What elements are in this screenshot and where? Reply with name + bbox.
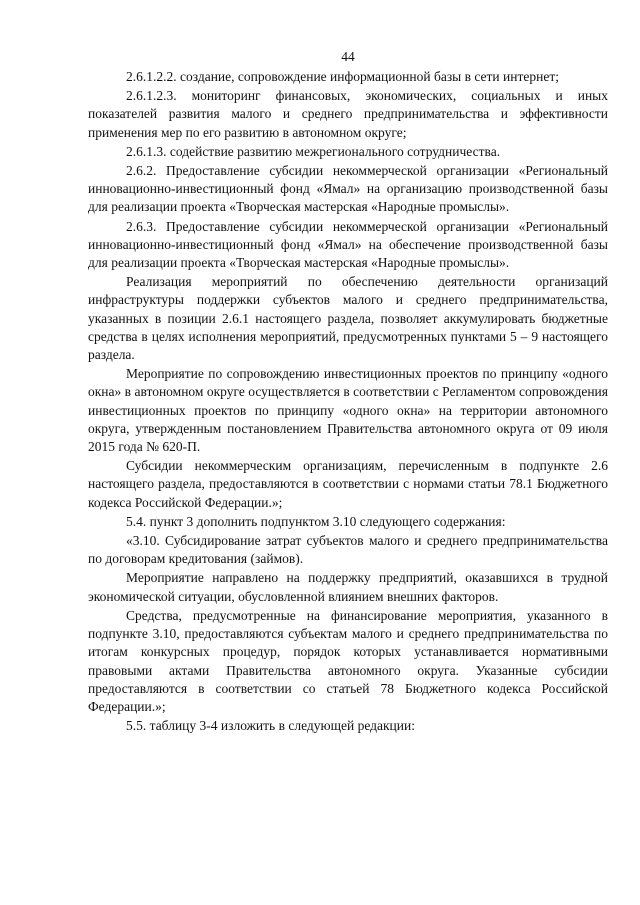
paragraph-infrastructure: Реализация мероприятий по обеспечению деятельности организаций инфраструктуры поддержки субъектов малого и среднего предпринимательства, указанных в позиции 2.6.1 настоящего раздела, позволяет аккумулировать бюджетные средства в целях исполнения мероприятий, предусмотренных пунктами 5 – 9 настоящего раздела. bbox=[88, 274, 608, 363]
paragraph-2-6-2: 2.6.2. Предоставление субсидии некоммерческой организации «Региональный инновационно-инвестиционный фонд «Ямал» на организацию производственной базы для реализации проекта «Творческая мастерская «Народные промыслы». bbox=[88, 163, 608, 215]
paragraph-5-4: 5.4. пункт 3 дополнить подпунктом 3.10 следующего содержания: bbox=[126, 513, 506, 529]
paragraph-3-10: «3.10. Субсидирование затрат субъектов малого и среднего предпринимательства по договорам кредитования (займов). bbox=[88, 533, 608, 567]
paragraph-2-6-3: 2.6.3. Предоставление субсидии некоммерческой организации «Региональный инновационно-инвестиционный фонд «Ямал» на обеспечение производственной базы для реализации проекта «Творческая мастерская «Народные промыслы». bbox=[88, 218, 608, 271]
paragraph-support-purpose: Мероприятие направлено на поддержку предприятий, оказавшихся в трудной экономической ситуации, обусловленной влиянием внешних факторов. bbox=[88, 570, 608, 604]
page-number: 44 bbox=[341, 49, 355, 64]
paragraph-2-6-1-3: 2.6.1.3. содействие развитию межрегионального сотрудничества. bbox=[126, 143, 501, 159]
paragraph-2-6-1-2-2: 2.6.1.2.2. создание, сопровождение информационной базы в сети интернет; bbox=[126, 69, 559, 84]
paragraph-5-5: 5.5. таблицу 3-4 изложить в следующей редакции: bbox=[126, 718, 415, 734]
paragraph-funding: Средства, предусмотренные на финансирование мероприятия, указанного в подпункте 3.10, предоставляются субъектам малого и среднего предпринимательства по итогам конкурсных процедур, порядок которых устанавливается нормативными правовыми актами Правительства автономного округа. Указанные субсидии предоставляются в соответствии со статьей 78 Бюджетного кодекса Российской Федерации.»; bbox=[88, 607, 608, 714]
paragraph-one-window: Мероприятие по сопровождению инвестиционных проектов по принципу «одного окна» в автономном округе осуществляется в соответствии с Регламентом сопровождения инвестиционных проектов по принципу «одного окна» на территории автономного округа, утвержденным постановлением Правительства автономного округа от 09 июля 2015 года № 620-П. bbox=[88, 366, 608, 455]
paragraph-2-6-1-2-3: 2.6.1.2.3. мониторинг финансовых, экономических, социальных и иных показателей развития малого и среднего предпринимательства и эффективности применения мер по его развитию в автономном округе; bbox=[88, 88, 608, 140]
paragraph-nonprofit-subsidies: Субсидии некоммерческим организациям, перечисленным в подпункте 2.6 настоящего раздела, предоставляются в соответствии с нормами статьи 78.1 Бюджетного кодекса Российской Федерации.»; bbox=[88, 458, 608, 510]
